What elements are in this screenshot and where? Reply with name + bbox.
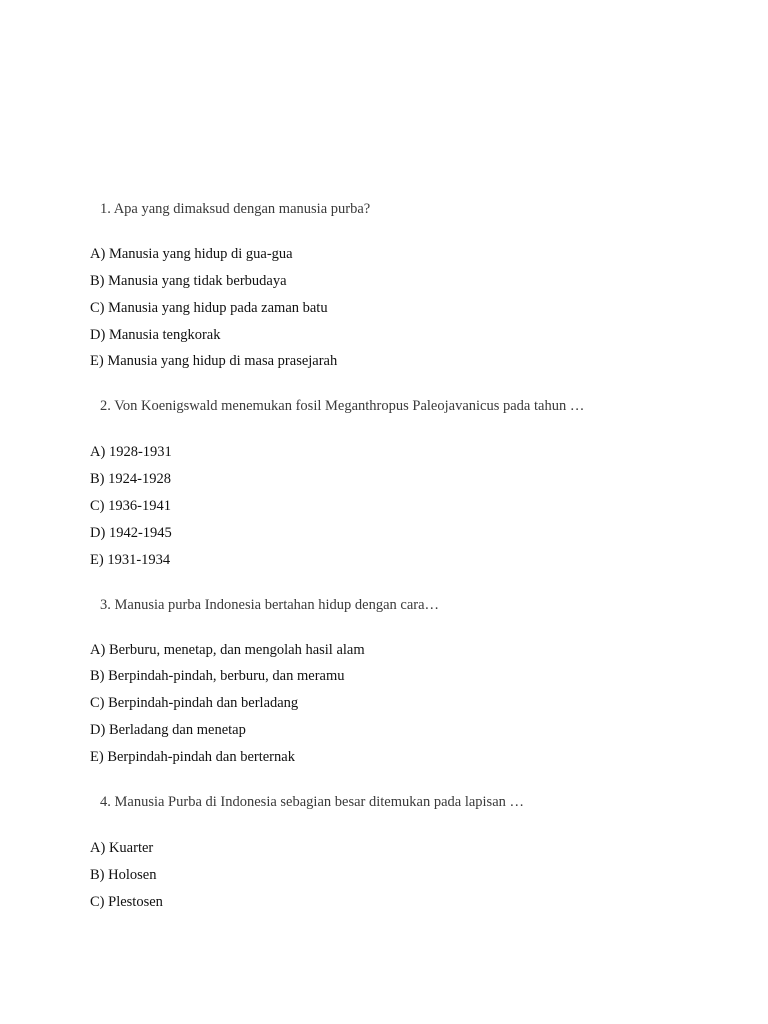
question-number: 3 . (100, 597, 115, 613)
option-4-c (90, 894, 163, 911)
option-text: Manusia yang hidup pada zaman batu (108, 300, 328, 316)
option-3-d (90, 722, 246, 739)
option-text: Kuarter (108, 840, 154, 856)
option-text: 1924-1928 (108, 471, 171, 487)
option-text: Manusia tengkorak (108, 327, 221, 343)
option-text: Manusia yang hidup di gua-gua (108, 246, 293, 262)
option-text: Berburu, menetap, dan mengolah hasil alam (108, 642, 365, 658)
option-text: 1942-1945 (108, 525, 172, 541)
option-text: Berpindah-pindah, berburu, dan meramu (108, 668, 345, 684)
option-letter: E ) (90, 353, 107, 369)
option-2-d (90, 525, 172, 542)
option-letter: B ) (90, 273, 108, 289)
option-3-b (90, 668, 345, 685)
question-number: 4 . (100, 794, 115, 810)
option-text: Berpindah-pindah dan berladang (108, 695, 299, 711)
option-1-a (90, 246, 293, 263)
option-1-c (90, 300, 328, 317)
question-number: 1 . (100, 201, 114, 217)
option-2-e (90, 552, 170, 569)
option-letter: A ) (90, 840, 109, 856)
question-4 (100, 794, 524, 811)
option-letter: A ) (90, 444, 109, 460)
option-letter: C ) (90, 894, 108, 910)
option-text: Manusia yang tidak berbudaya (108, 273, 287, 289)
option-text: 1928-1931 (108, 444, 172, 460)
option-2-c (90, 498, 171, 515)
question-text: Apa yang dimaksud dengan manusia purba? (113, 201, 371, 217)
option-4-b (90, 867, 156, 884)
option-letter: C ) (90, 498, 108, 514)
question-number: 2 . (100, 398, 114, 414)
option-letter: A ) (90, 642, 109, 658)
option-2-b (90, 471, 171, 488)
option-letter: E ) (90, 552, 107, 568)
option-3-c (90, 695, 298, 712)
option-1-d (90, 327, 221, 344)
option-text: 1936-1941 (108, 498, 171, 514)
option-letter: C ) (90, 300, 108, 316)
question-text: Manusia purba Indonesia bertahan hidup dengan cara… (114, 597, 440, 613)
option-text: 1931-1934 (107, 552, 171, 568)
option-letter: D ) (90, 722, 109, 738)
option-letter: D ) (90, 525, 109, 541)
question-2 (100, 398, 584, 415)
option-letter: B ) (90, 867, 108, 883)
option-letter: C ) (90, 695, 108, 711)
option-text: Plestosen (108, 894, 163, 910)
option-letter: B ) (90, 668, 108, 684)
option-letter: B ) (90, 471, 108, 487)
option-letter: D ) (90, 327, 109, 343)
option-1-b (90, 273, 287, 290)
option-text: Berpindah-pindah dan berternak (107, 749, 295, 765)
option-2-a (90, 444, 172, 461)
option-text: Manusia yang hidup di masa prasejarah (107, 353, 338, 369)
option-3-e (90, 749, 295, 766)
option-text: Holosen (108, 867, 157, 883)
option-1-e (90, 353, 337, 370)
option-3-a (90, 642, 365, 659)
question-3 (100, 597, 439, 614)
option-letter: A ) (90, 246, 109, 262)
option-letter: E ) (90, 749, 107, 765)
option-text: Berladang dan menetap (108, 722, 246, 738)
question-text: Manusia Purba di Indonesia sebagian besar ditemukan pada lapisan … (114, 794, 525, 810)
option-4-a (90, 840, 153, 857)
question-1 (100, 201, 370, 218)
question-text: Von Koenigswald menemukan fosil Meganthropus Paleojavanicus pada tahun … (114, 398, 585, 414)
